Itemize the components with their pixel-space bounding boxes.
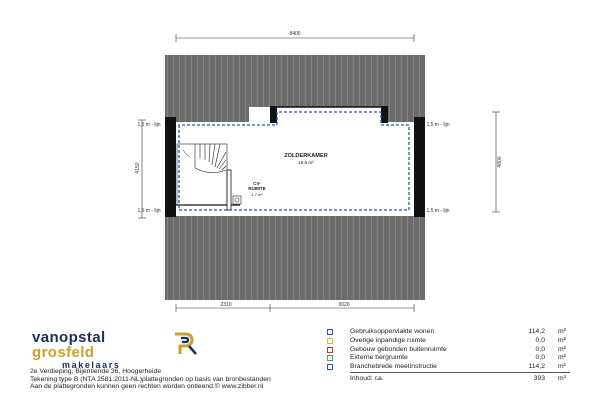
room-name-cv-line1: CV- (253, 181, 261, 186)
footer (0, 318, 600, 400)
dim-left-label: 4150 (135, 162, 141, 174)
legend-value: 0,0 (535, 345, 545, 353)
legend-unit: m² (558, 354, 566, 362)
legend-row (325, 346, 575, 355)
logo-line1: vanopstal (32, 329, 106, 346)
roof-surface-top-left (165, 55, 249, 122)
room-name-zolderkamer: ZOLDERKAMER (284, 153, 328, 159)
address-block (30, 368, 271, 391)
legend-unit: m² (558, 328, 566, 335)
dimension-left (135, 120, 146, 218)
attic-interior (175, 122, 415, 216)
legend-unit: m² (558, 336, 566, 344)
legend-swatch-icon (327, 364, 333, 370)
roof-surface-top (249, 55, 425, 107)
legend-value: 0,0 (535, 354, 545, 362)
legend-swatch-icon (327, 347, 333, 353)
legend-unit: m² (558, 345, 566, 353)
company-logo (32, 330, 120, 370)
dim-right-label: 4800 (497, 156, 503, 168)
dim-top-label: 8400 (289, 31, 301, 37)
dimension-top (176, 31, 414, 42)
height-line-label-bottom-right: 1,5 m - lijn (426, 208, 450, 214)
legend-value: 114,2 (528, 363, 545, 371)
dim-bottom-right-label: 3020 (338, 302, 350, 308)
drawing-type-line: Tekening type B (NTA 2581:2011-NL)plattegronden op basis van bronbestanden (30, 375, 271, 383)
logo-mark-icon (172, 330, 200, 356)
legend-label: Gebouw gebonden buitenruimte (350, 345, 447, 353)
legend-swatch-icon (327, 355, 333, 361)
legend-total-label: Inhoud: ca. (350, 374, 384, 382)
legend-unit: m² (558, 363, 566, 371)
address-line: 2e Verdieping, Bijentiende 36, Hoogerheide (30, 368, 162, 375)
legend-divider (350, 372, 570, 373)
dim-bottom-left-label: 2310 (220, 302, 232, 308)
dormer-interior (277, 107, 382, 122)
legend-swatch-icon (327, 338, 333, 344)
legend-row (325, 363, 575, 372)
legend-swatch-icon (327, 329, 333, 335)
room-area-zolderkamer: 18,6 m² (298, 160, 314, 165)
logo-line3: makelaars (62, 360, 121, 370)
legend-total-value: 393 (533, 374, 545, 382)
legend-label: Branchebrede meetinstructie (350, 363, 437, 371)
legend-row (325, 328, 575, 337)
height-line-label-top-right: 1,5 m - lijn (426, 122, 450, 128)
legend-value: 0,0 (535, 336, 545, 344)
dimension-right (492, 112, 503, 212)
legend-value: 114,2 (528, 328, 545, 335)
disclaimer-line: Aan de plattegronden kunnen geen rechten worden ontleend.© www.zibber.nl (30, 383, 264, 391)
height-line-label-bottom-left: 1,5 m - lijn (137, 208, 161, 214)
area-legend (325, 328, 575, 384)
dimension-bottom (176, 302, 414, 312)
legend-row (325, 354, 575, 363)
legend-total-row (325, 375, 575, 384)
room-area-cv: 1,7 m² (251, 192, 263, 197)
legend-label: Externe bergruimte (350, 354, 408, 362)
height-line-label-top-left: 1,5 m - lijn (137, 122, 161, 128)
roof-surface-bottom (165, 216, 425, 300)
legend-total-unit: m³ (558, 374, 566, 382)
legend-label: Overige inpandige ruimte (350, 336, 426, 344)
legend-row (325, 337, 575, 346)
legend-label: Gebruiksoppervlakte wonen (350, 328, 435, 335)
room-name-cv-line2: RUIMTE (248, 186, 266, 191)
logo-line2: grosfeld (32, 344, 95, 361)
